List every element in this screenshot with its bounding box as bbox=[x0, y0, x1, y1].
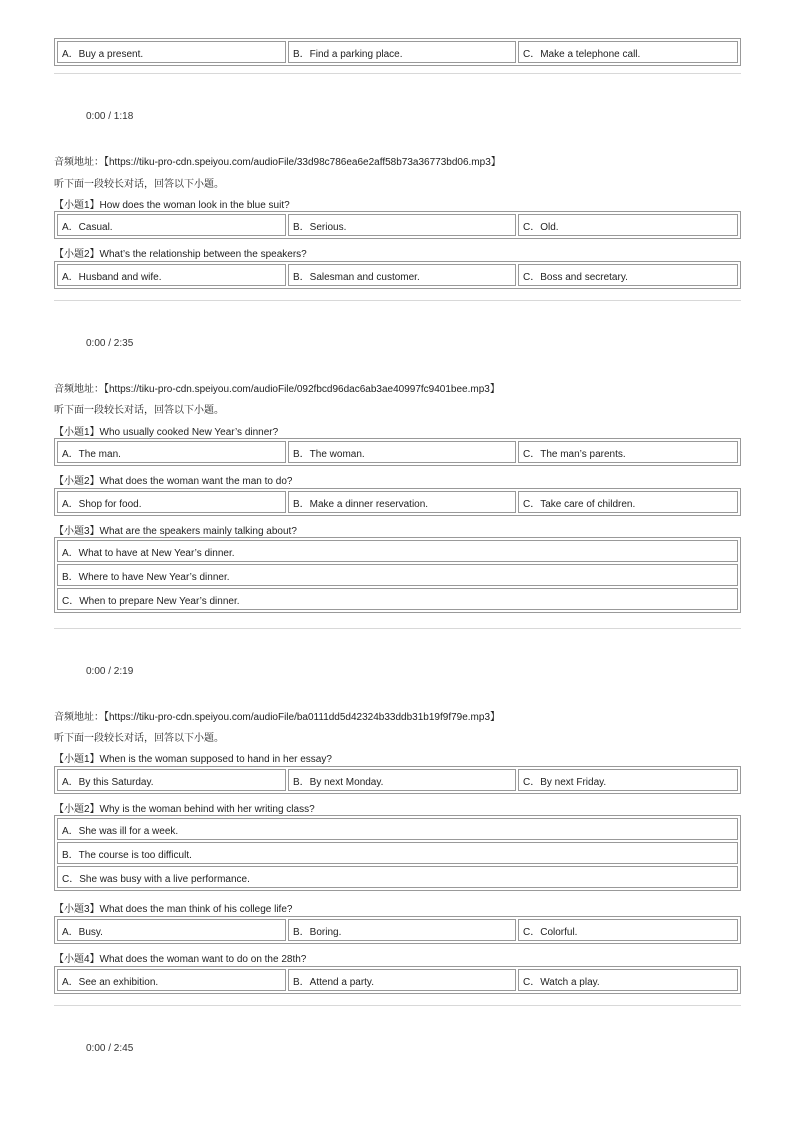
audio-url: 音频地址：【https://tiku-pro-cdn.speiyou.com/audioFile/33d98c786ea6e2aff58b73a36773bd06.mp3】 bbox=[54, 157, 501, 168]
option-c[interactable]: C．Colorful. bbox=[518, 919, 738, 941]
option-b[interactable]: B．Where to have New Year’s dinner. bbox=[57, 564, 738, 586]
audio-player-time[interactable]: 0:00 / 2:35 bbox=[86, 338, 134, 349]
option-c[interactable]: C．She was busy with a live performance. bbox=[57, 866, 738, 888]
options-table bbox=[54, 438, 741, 466]
instruction-text: 听下面一段较长对话，回答以下小题。 bbox=[54, 405, 224, 416]
question-text: 【小题2】Why is the woman behind with her writing class? bbox=[54, 804, 315, 815]
option-b[interactable]: B．Boring. bbox=[288, 919, 516, 941]
option-b[interactable]: B．Salesman and customer. bbox=[288, 264, 516, 286]
question-text: 【小题2】What’s the relationship between the speakers? bbox=[54, 249, 307, 260]
options-table bbox=[54, 488, 741, 516]
audio-url: 音频地址：【https://tiku-pro-cdn.speiyou.com/audioFile/ba0111dd5d42324b33ddb31b19f9f79e.mp3】 bbox=[54, 712, 501, 723]
instruction-text: 听下面一段较长对话，回答以下小题。 bbox=[54, 733, 224, 744]
option-b[interactable]: B．Find a parking place. bbox=[288, 41, 516, 63]
audio-url: 音频地址：【https://tiku-pro-cdn.speiyou.com/audioFile/092fbcd96dac6ab3ae40997fc9401bee.mp3】 bbox=[54, 384, 500, 395]
option-a[interactable]: A．See an exhibition. bbox=[57, 969, 286, 991]
options-table-stacked bbox=[54, 537, 741, 613]
option-a[interactable]: A．Busy. bbox=[57, 919, 286, 941]
divider bbox=[54, 628, 741, 629]
option-c[interactable]: C．When to prepare New Year’s dinner. bbox=[57, 588, 738, 610]
option-a[interactable]: A．Buy a present. bbox=[57, 41, 286, 63]
options-table bbox=[54, 211, 741, 239]
option-c[interactable]: C．Take care of children. bbox=[518, 491, 738, 513]
option-a[interactable]: A．The man. bbox=[57, 441, 286, 463]
question-text: 【小题4】What does the woman want to do on the 28th? bbox=[54, 954, 307, 965]
option-c[interactable]: C．By next Friday. bbox=[518, 769, 738, 791]
audio-player-time[interactable]: 0:00 / 2:19 bbox=[86, 666, 134, 677]
question-text: 【小题1】Who usually cooked New Year’s dinner? bbox=[54, 427, 279, 438]
option-c[interactable]: C．The man’s parents. bbox=[518, 441, 738, 463]
option-c[interactable]: C．Make a telephone call. bbox=[518, 41, 738, 63]
option-a[interactable]: A．Casual. bbox=[57, 214, 286, 236]
instruction-text: 听下面一段较长对话，回答以下小题。 bbox=[54, 179, 224, 190]
option-c[interactable]: C．Watch a play. bbox=[518, 969, 738, 991]
divider bbox=[54, 300, 741, 301]
option-a[interactable]: A．Shop for food. bbox=[57, 491, 286, 513]
option-b[interactable]: B．The course is too difficult. bbox=[57, 842, 738, 864]
options-table bbox=[54, 966, 741, 994]
option-b[interactable]: B．The woman. bbox=[288, 441, 516, 463]
question-text: 【小题3】What does the man think of his college life? bbox=[54, 904, 293, 915]
options-table bbox=[54, 916, 741, 944]
option-a[interactable]: A．She was ill for a week. bbox=[57, 818, 738, 840]
option-c[interactable]: C．Boss and secretary. bbox=[518, 264, 738, 286]
question-text: 【小题1】How does the woman look in the blue suit? bbox=[54, 200, 290, 211]
question-text: 【小题1】When is the woman supposed to hand in her essay? bbox=[54, 754, 332, 765]
audio-player-time[interactable]: 0:00 / 2:45 bbox=[86, 1043, 134, 1054]
option-c[interactable]: C．Old. bbox=[518, 214, 738, 236]
option-b[interactable]: B．Make a dinner reservation. bbox=[288, 491, 516, 513]
audio-player-time[interactable]: 0:00 / 1:18 bbox=[86, 111, 134, 122]
divider bbox=[54, 1005, 741, 1006]
option-b[interactable]: B．Serious. bbox=[288, 214, 516, 236]
option-b[interactable]: B．Attend a party. bbox=[288, 969, 516, 991]
options-table-block0 bbox=[54, 38, 741, 66]
option-a[interactable]: A．Husband and wife. bbox=[57, 264, 286, 286]
divider bbox=[54, 73, 741, 74]
option-b[interactable]: B．By next Monday. bbox=[288, 769, 516, 791]
option-a[interactable]: A．By this Saturday. bbox=[57, 769, 286, 791]
options-table-stacked bbox=[54, 815, 741, 891]
options-table bbox=[54, 261, 741, 289]
question-text: 【小题2】What does the woman want the man to do? bbox=[54, 476, 293, 487]
options-table bbox=[54, 766, 741, 794]
option-a[interactable]: A．What to have at New Year’s dinner. bbox=[57, 540, 738, 562]
question-text: 【小题3】What are the speakers mainly talking about? bbox=[54, 526, 297, 537]
